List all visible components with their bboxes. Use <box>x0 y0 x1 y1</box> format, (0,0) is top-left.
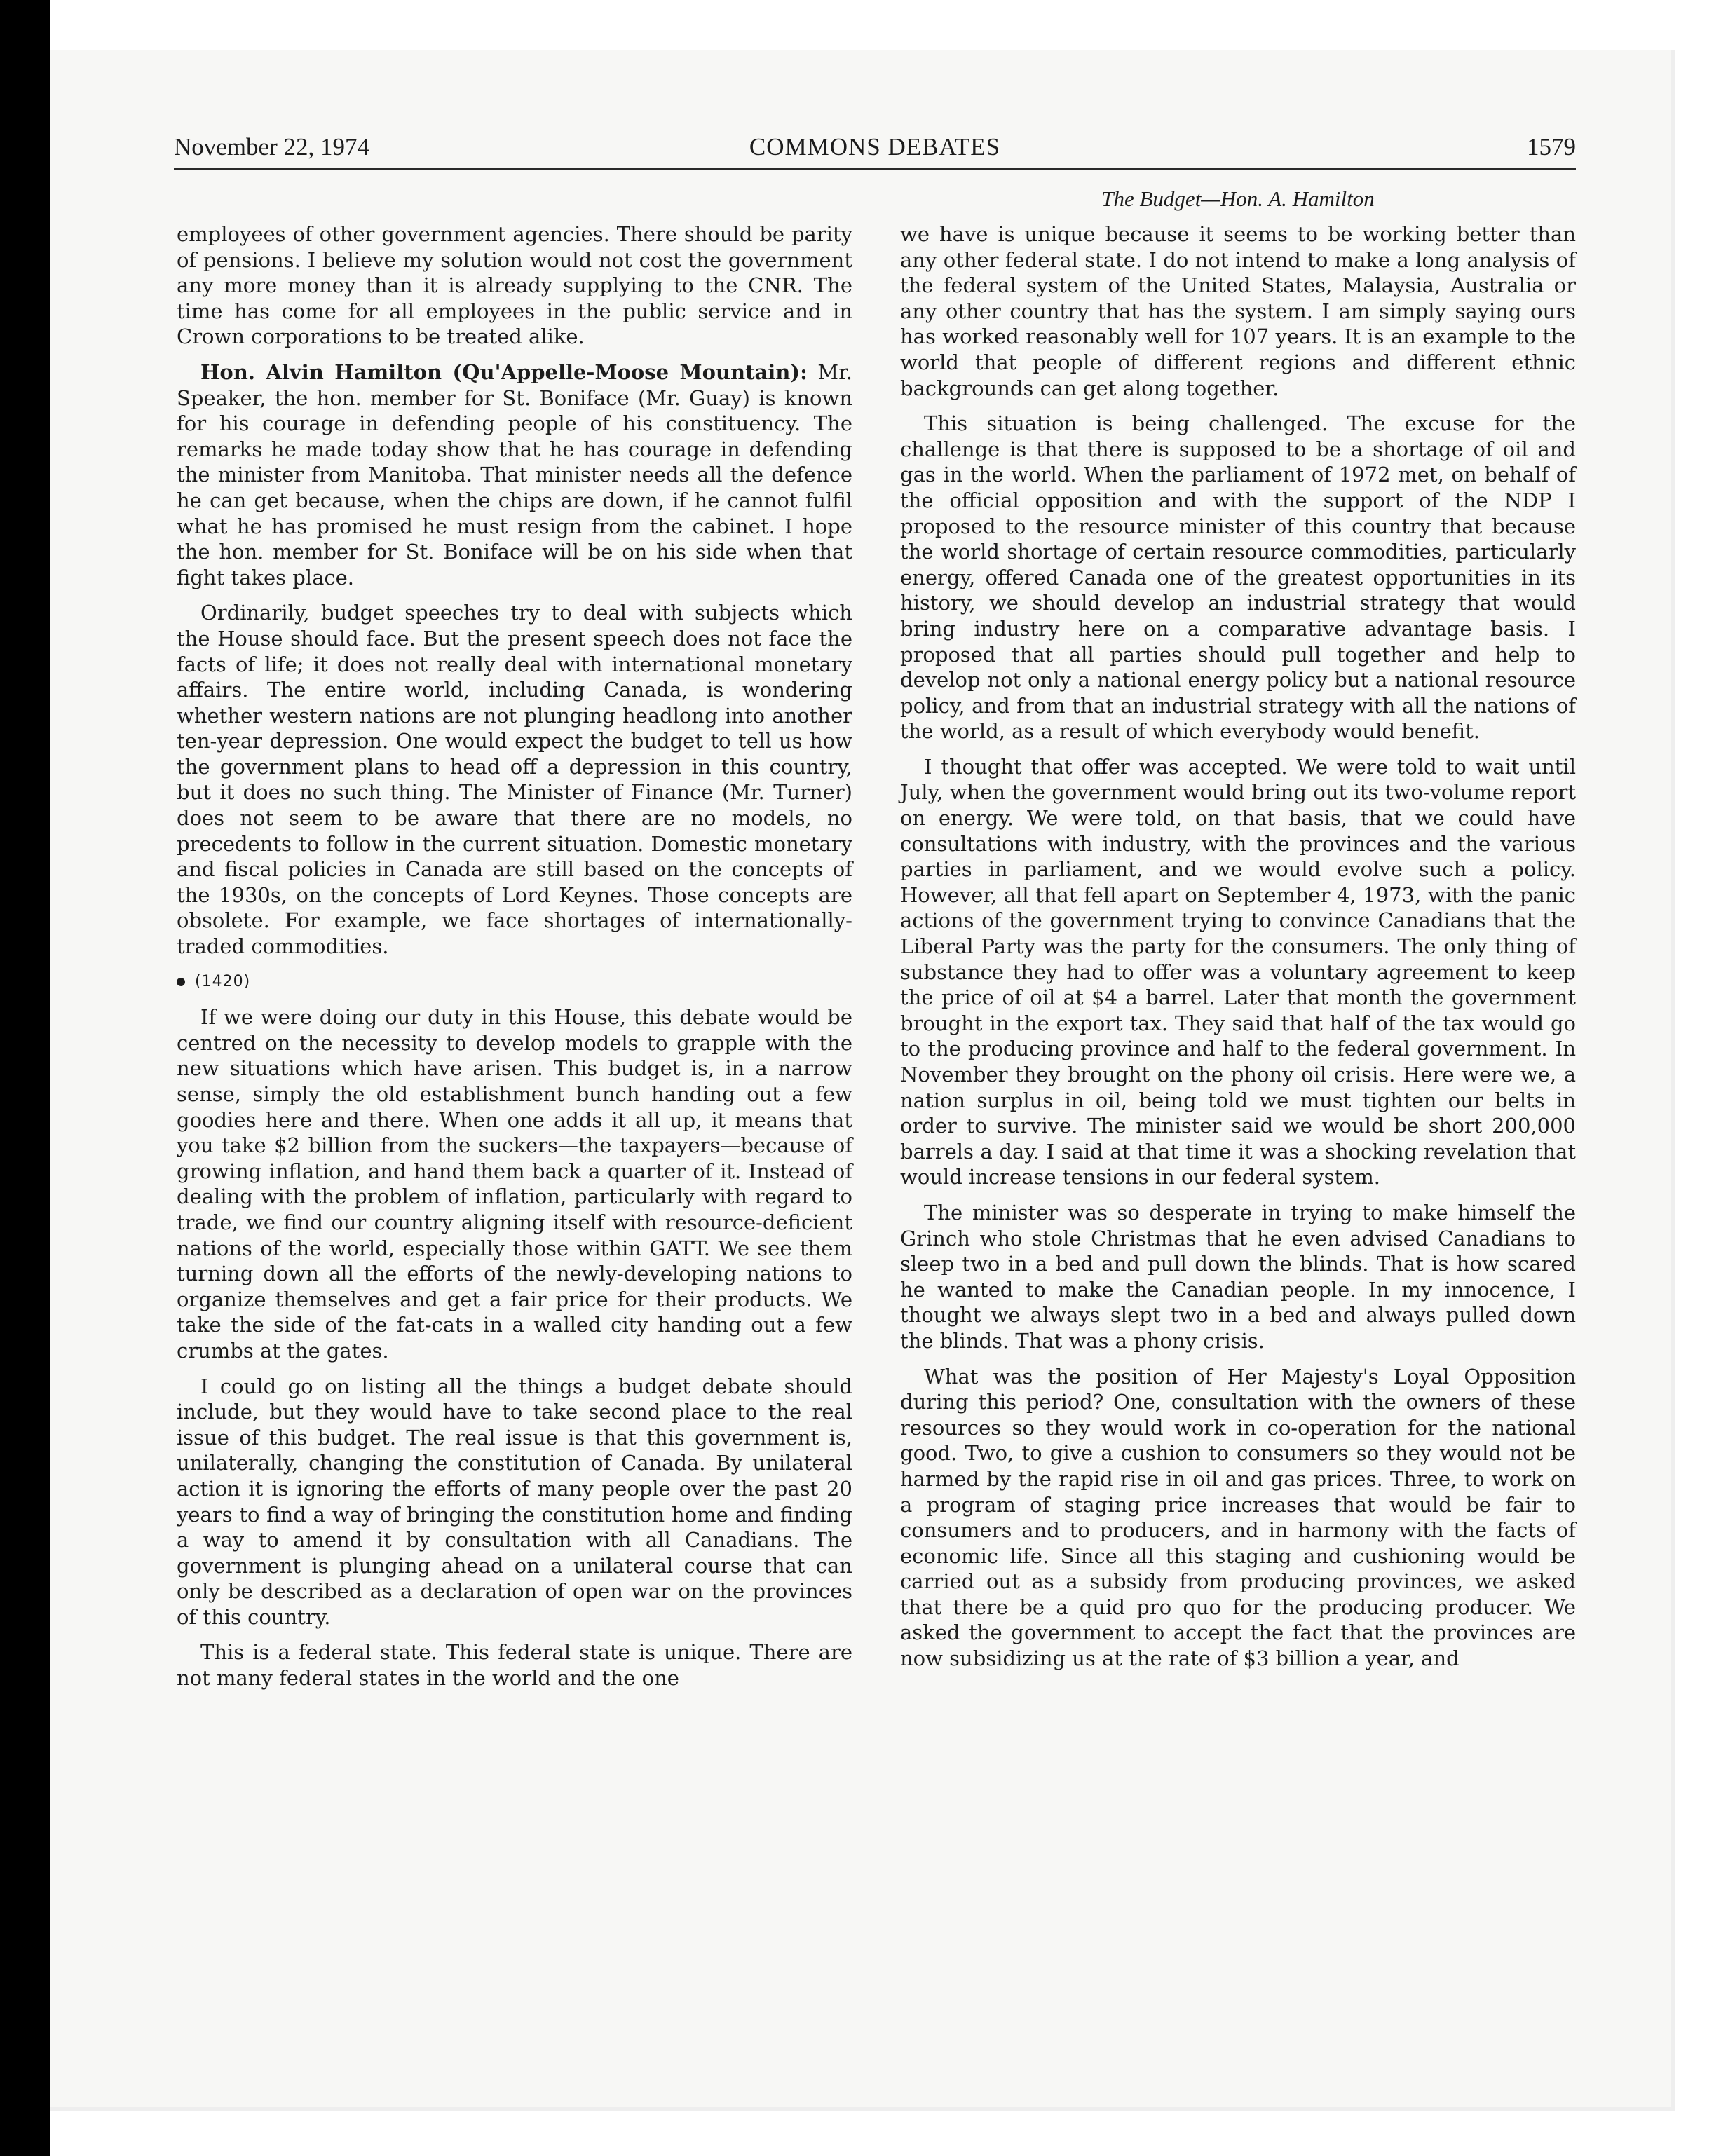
scan-border <box>0 0 50 2156</box>
header-date: November 22, 1974 <box>174 133 369 161</box>
page-header <box>174 133 1576 170</box>
paragraph: I could go on listing all the things a budget debate should include, but they would have to take second place to the real issue of this budget. The real issue is that this government is, unilaterally, changing the constitution of Canada. By unilateral action it is ignoring the efforts of many people over the past 20 years to find a way of bringing the constitution home and finding a way to amend it by consultation with all Canadians. The government is plunging ahead on a unilateral course that can only be described as a declaration of open war on the provinces of this country. <box>177 1374 852 1629</box>
speech-text: Mr. Speaker, the hon. member for St. Boniface (Mr. Guay) is known for his courage in defending people of his constituency. The remarks he made today show that he has courage in defending the minister from Manitoba. That minister needs all the defence he can get because, when the chips are down, if he cannot fulfil what he has promised he must resign from the cabinet. I hope the hon. member for St. Boniface will be on his side when that fight takes place. <box>177 360 853 589</box>
header-title: COMMONS DEBATES <box>749 133 1001 161</box>
paragraph: This is a federal state. This federal state is unique. There are not many federal states in the world and the one <box>177 1640 852 1691</box>
paragraph: This situation is being challenged. The excuse for the challenge is that there is supposed to be a shortage of oil and gas in the world. When the parliament of 1972 met, on behalf of the official opposition and with the support of the NDP I proposed to the resource minister of this country that because the world shortage of certain resource commodities, particularly energy, offered Canada one of the greatest opportunities in its history, we should develop an industrial strategy that would bring industry here on a comparative advantage basis. I proposed that all parties should pull together and help to develop not only a national energy policy but a national resource policy, and from that an industrial strategy with all the nations of the world, as a result of which everybody would benefit. <box>900 411 1576 744</box>
paragraph: The minister was so desperate in trying to make himself the Grinch who stole Christmas that he even advised Canadians to sleep two in a bed and pull down the blinds. That is how scared he wanted to make the Canadian people. In my innocence, I thought we always slept two in a bed and always pulled down the blinds. That was a phony crisis. <box>900 1200 1576 1353</box>
paragraph: I thought that offer was accepted. We were told to wait until July, when the government would bring out its two-volume report on energy. We were told, on that basis, that we could have consultations with industry, with the provinces and the various parties in parliament, and we would evolve such a policy. However, all that fell apart on September 4, 1973, with the panic actions of the government trying to convince Canadians that the Liberal Party was the party for the consumers. The only thing of substance they had to offer was a voluntary agreement to keep the price of oil at $4 a barrel. Later that month the government brought in the export tax. They said that half of the tax would go to the producing province and half to the federal government. In November they brought on the phony oil crisis. Here were we, a nation surplus in oil, being told we must tighten our belts in order to survive. The minister said we would be short 200,000 barrels a day. I said at that time it was a shocking revelation that would increase tensions in our federal system. <box>900 754 1576 1189</box>
header-rule <box>174 168 1576 170</box>
header-page-number: 1579 <box>1527 133 1576 161</box>
speaker-name: Hon. Alvin Hamilton (Qu'Appelle-Moose Mountain): <box>200 360 808 384</box>
bullet-icon <box>177 978 185 986</box>
left-column <box>177 221 852 1691</box>
paragraph: we have is unique because it seems to be working better than any other federal state. I do not intend to make a long analysis of the federal system of the United States, Malaysia, Australia or any other country that has the system. I am simply saying ours has worked reasonably well for 107 years. It is an example to the world that people of different regions and different ethnic backgrounds can get along together. <box>900 222 1576 400</box>
paragraph <box>177 360 852 590</box>
scan-top-margin <box>50 0 1735 50</box>
paragraph: Ordinarily, budget speeches try to deal with subjects which the House should face. But the present speech does not face the facts of life; it does not really deal with international monetary affairs. The entire world, including Canada, is wondering whether western nations are not plunging headlong into another ten-year depression. One would expect the budget to tell us how the government plans to head off a depression in this country, but it does no such thing. The Minister of Finance (Mr. Turner) does not seem to be aware that there are no models, no precedents to follow in the current situation. Domestic monetary and fiscal policies in Canada are still based on the concepts of the 1930s, on the concepts of Lord Keynes. Those concepts are obsolete. For example, we face shortages of internationally-traded commodities. <box>177 601 852 959</box>
running-head: The Budget—Hon. A. Hamilton <box>1101 186 1375 211</box>
time-stamp <box>177 969 852 995</box>
paragraph: If we were doing our duty in this House, this debate would be centred on the necessity to develop models to grapple with the new situations which have arisen. This budget is, in a narrow sense, simply the old establishment bunch handing out a few goodies here and there. When one adds it all up, it means that you take $2 billion from the suckers—the taxpayers—because of growing inflation, and hand them back a quarter of it. Instead of dealing with the problem of inflation, particularly with regard to trade, we find our country aligning itself with resource-deficient nations of the world, especially those within GATT. We see them turning down all the efforts of the newly-developing nations to organize themselves and get a fair price for their products. We take the side of the fat-cats in a walled city handing out a few crumbs at the gates. <box>177 1005 852 1363</box>
paragraph: What was the position of Her Majesty's Loyal Opposition during this period? One, consultation with the owners of these resources so they would work in co-operation for the national good. Two, to give a cushion to consumers so they would not be harmed by the rapid rise in oil and gas prices. Three, to work on a program of staging price increases that would be fair to consumers and to producers, and in harmony with the facts of economic life. Since all this staging and cushioning would be carried out as a subsidy from producing provinces, we asked that there be a quid pro quo for the producing producer. We asked the government to accept the fact that the provinces are now subsidizing us at the rate of $3 billion a year, and <box>900 1364 1576 1671</box>
time-stamp-text: (1420) <box>195 972 251 990</box>
paragraph: employees of other government agencies. There should be parity of pensions. I believe my solution would not cost the government any more money than it is already supplying to the CNR. The time has come for all employees in the public service and in Crown corporations to be treated alike. <box>177 222 852 349</box>
right-column <box>900 221 1576 1672</box>
